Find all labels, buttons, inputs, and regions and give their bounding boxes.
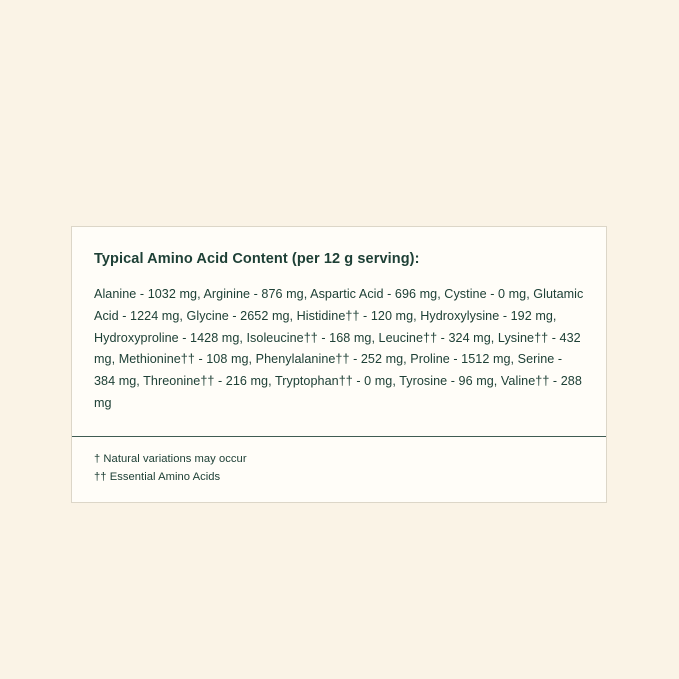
footnote-natural-variations: † Natural variations may occur [94,453,247,466]
amino-acid-panel [71,226,607,503]
amino-acid-content-text: Alanine - 1032 mg, Arginine - 876 mg, Aspartic Acid - 696 mg, Cystine - 0 mg, Glutamic Acid - 1224 mg, Glycine - 2652 mg, Histidine†† - 120 mg, Hydroxylysine - 192 mg, Hydroxyproline - 1428 mg, Isoleucine†† - 168 mg, Leucine†† - 324 mg, Lysine†† - 432 mg, Methionine†† - 108 mg, Phenylalanine†† - 252 mg, Proline - 1512 mg, Serine - 384 mg, Threonine†† - 216 mg, Tryptophan†† - 0 mg, Tyrosine - 96 mg, Valine†† - 288 mg [94,287,584,410]
panel-footnotes-section [72,437,606,501]
footnote-essential-amino-acids: †† Essential Amino Acids [94,471,221,484]
panel-title: Typical Amino Acid Content (per 12 g serving): [94,251,420,267]
panel-main-section [72,227,606,436]
panel-divider [72,436,606,437]
